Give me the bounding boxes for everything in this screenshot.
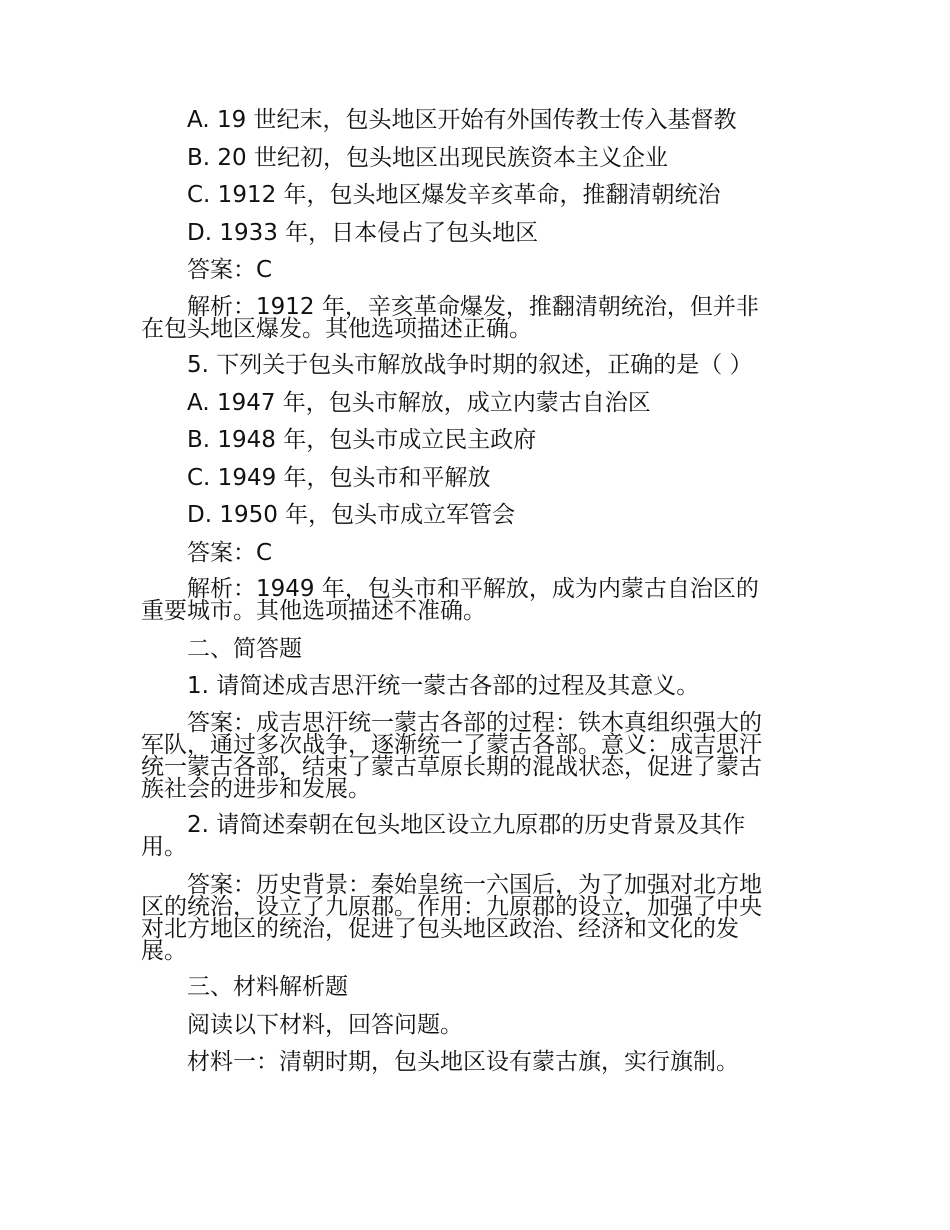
option-a-q5: A. 1947 年，包头市解放，成立内蒙古自治区 <box>187 390 651 416</box>
analysis-q5-line-1: 解析：1949 年，包头市和平解放，成为内蒙古自治区的 <box>187 576 759 602</box>
short-answer-question-2-line-2: 用。 <box>141 834 187 860</box>
option-b-q4: B. 20 世纪初，包头地区出现民族资本主义企业 <box>187 145 668 171</box>
option-c-q4: C. 1912 年，包头地区爆发辛亥革命，推翻清朝统治 <box>187 182 721 208</box>
analysis-q4-line-1: 解析：1912 年，辛亥革命爆发，推翻清朝统治，但并非 <box>187 294 759 320</box>
option-a-q4: A. 19 世纪末，包头地区开始有外国传教士传入基督教 <box>187 107 737 133</box>
short-answer-2-answer-line-1: 答案：历史背景：秦始皇统一六国后，为了加强对北方地 <box>187 872 762 898</box>
option-d-q5: D. 1950 年，包头市成立军管会 <box>187 502 516 528</box>
answer-q5: 答案：C <box>187 540 273 566</box>
section-heading-short-answer: 二、简答题 <box>187 636 302 662</box>
short-answer-question-1: 1. 请简述成吉思汗统一蒙古各部的过程及其意义。 <box>187 673 700 699</box>
material-one: 材料一：清朝时期，包头地区设有蒙古旗，实行旗制。 <box>187 1049 739 1075</box>
short-answer-1-answer-line-3: 统一蒙古各部，结束了蒙古草原长期的混战状态，促进了蒙古 <box>141 754 762 780</box>
short-answer-2-answer-line-3: 对北方地区的统治，促进了包头地区政治、经济和文化的发 <box>141 916 739 942</box>
analysis-q4-line-2: 在包头地区爆发。其他选项描述正确。 <box>141 316 532 342</box>
option-d-q4: D. 1933 年，日本侵占了包头地区 <box>187 220 539 246</box>
answer-q4: 答案：C <box>187 257 273 283</box>
section-heading-material-analysis: 三、材料解析题 <box>187 974 348 1000</box>
option-b-q5: B. 1948 年，包头市成立民主政府 <box>187 427 537 453</box>
analysis-q5-line-2: 重要城市。其他选项描述不准确。 <box>141 598 486 624</box>
short-answer-question-2-line-1: 2. 请简述秦朝在包头地区设立九原郡的历史背景及其作 <box>187 812 746 838</box>
short-answer-2-answer-line-2: 区的统治，设立了九原郡。作用：九原郡的设立，加强了中央 <box>141 894 762 920</box>
short-answer-1-answer-line-2: 军队，通过多次战争，逐渐统一了蒙古各部。意义：成吉思汗 <box>141 732 762 758</box>
material-instruction: 阅读以下材料，回答问题。 <box>187 1012 463 1038</box>
option-c-q5: C. 1949 年，包头市和平解放 <box>187 465 491 491</box>
short-answer-1-answer-line-1: 答案：成吉思汗统一蒙古各部的过程：铁木真组织强大的 <box>187 710 762 736</box>
short-answer-2-answer-line-4: 展。 <box>141 938 187 964</box>
short-answer-1-answer-line-4: 族社会的进步和发展。 <box>141 776 371 802</box>
question-5: 5. 下列关于包头市解放战争时期的叙述，正确的是（ ） <box>187 352 753 378</box>
